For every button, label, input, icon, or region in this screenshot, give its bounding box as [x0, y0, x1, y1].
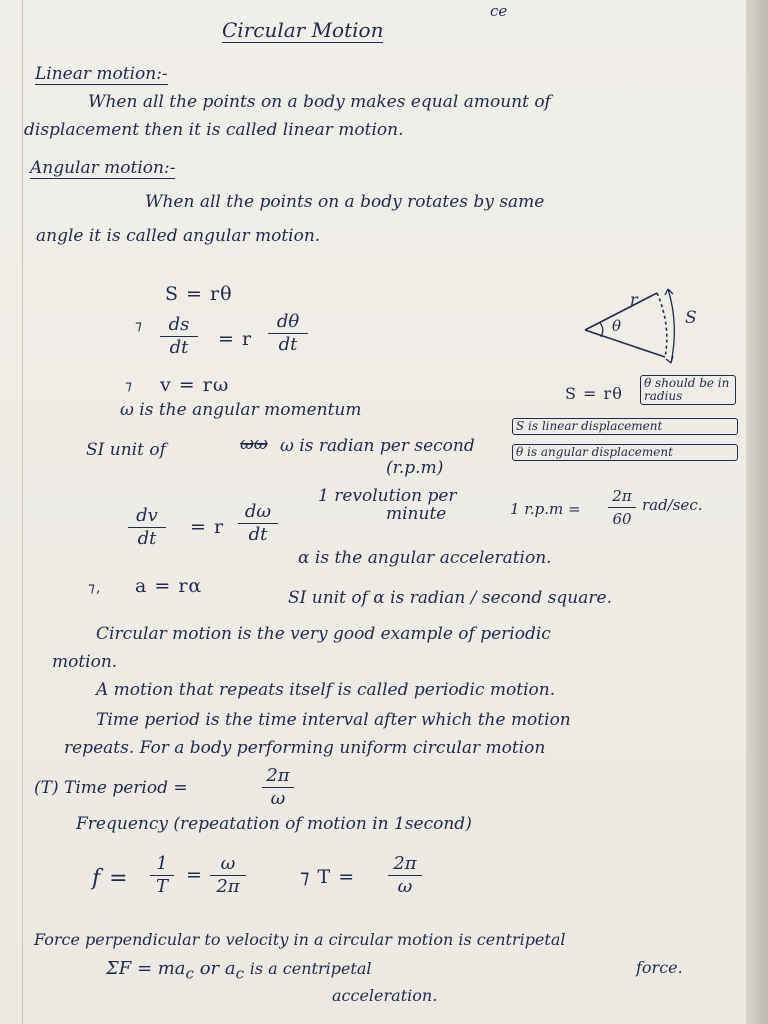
angular-line-1: When all the points on a body rotates by same — [145, 192, 545, 212]
sum-force-eq: ΣF = ma — [106, 958, 186, 979]
dtheta-numerator: dθ — [276, 311, 300, 332]
page-edge — [746, 0, 768, 1024]
omega-definition: ω is the angular momentum — [120, 400, 362, 420]
figure-s-rtheta: S = rθ — [565, 384, 623, 403]
figure-r-label: r — [630, 290, 638, 309]
fraction-1-T — [150, 854, 174, 897]
time-period-lhs: (T) Time period = — [34, 778, 188, 798]
figure-s-label: S — [685, 308, 697, 328]
rpm-paren: (r.p.m) — [386, 458, 444, 478]
dv-numerator: dv — [136, 505, 158, 526]
sector-diagram — [575, 285, 705, 385]
ds-denominator: dt — [169, 337, 189, 358]
therefore-symbol-3: ⁊, — [88, 580, 102, 596]
periodic-line-4: Time period is the time interval after which the motion — [96, 710, 571, 730]
fraction-2pi-omega-T — [388, 854, 422, 897]
linear-line-1: When all the points on a body makes equal amount of — [88, 92, 551, 112]
fraction-bar — [608, 507, 636, 508]
fraction-domega-dt — [238, 502, 278, 545]
rpm-numerator: 2π — [612, 487, 632, 505]
angular-displacement-box: θ is angular displacement — [512, 444, 738, 461]
frequency-definition: Frequency (repeatation of motion in 1second) — [76, 814, 472, 834]
rpm-denominator: 60 — [612, 510, 632, 528]
T-numerator: 2π — [393, 853, 417, 874]
margin-line — [22, 0, 23, 1024]
equation-a-ralpha: a = rα — [135, 575, 203, 597]
fraction-dv-dt — [128, 506, 166, 549]
struck-omega: ω̶ω̶ — [240, 434, 268, 454]
therefore-symbol-1: ⁊ — [135, 318, 143, 334]
sub-c-2: c — [235, 964, 244, 983]
ds-numerator: ds — [168, 314, 190, 335]
f-equals-2: = — [186, 864, 203, 886]
linear-displacement-box: S is linear displacement — [512, 418, 738, 435]
periodic-line-3: A motion that repeats itself is called periodic motion. — [96, 680, 556, 700]
tp-denominator: ω — [270, 788, 286, 809]
omega-si-prefix: SI unit of — [86, 440, 166, 460]
periodic-line-5: repeats. For a body performing uniform circular motion — [64, 738, 546, 758]
or-a: or a — [199, 958, 236, 979]
dv-denominator: dt — [137, 528, 157, 549]
f-denominator-1: T — [155, 876, 168, 897]
force-line-2 — [106, 958, 372, 983]
T-lhs: ⁊ T = — [300, 866, 356, 888]
revolution-per: 1 revolution per — [318, 486, 457, 506]
periodic-line-2: motion. — [52, 652, 118, 672]
title-text: Circular Motion — [222, 18, 384, 42]
fraction-dtheta-dt — [268, 312, 308, 355]
angular-line-2: angle it is called angular motion. — [36, 226, 321, 246]
revolution-minute: minute — [386, 504, 447, 524]
domega-denominator: dt — [248, 524, 268, 545]
f-denominator-2: 2π — [216, 876, 240, 897]
omega-si-rest: ω is radian per second — [280, 436, 475, 456]
equation-s-rtheta: S = rθ — [165, 283, 233, 305]
sub-c: c — [185, 964, 194, 983]
fraction-ds-dt — [160, 315, 198, 358]
equation-v-romega: v = rω — [160, 374, 230, 396]
rpm-unit: rad/sec. — [642, 496, 703, 514]
tp-numerator: 2π — [266, 765, 290, 786]
angular-heading-text: Angular motion:- — [30, 158, 176, 178]
alpha-definition: α is the angular acceleration. — [298, 548, 552, 568]
T-denominator: ω — [397, 876, 413, 897]
figure-theta-label: θ — [612, 317, 622, 335]
corner-mark: ce — [490, 2, 508, 20]
force-line-1: Force perpendicular to velocity in a circular motion is centripetal — [34, 930, 566, 949]
linear-heading-text: Linear motion:- — [35, 64, 168, 84]
linear-heading — [35, 64, 168, 84]
fraction-2pi-60 — [608, 486, 636, 529]
force-line-3: acceleration. — [332, 986, 438, 1005]
dtheta-denominator: dt — [278, 334, 298, 355]
f-lhs: f = — [92, 866, 129, 891]
equals-r: = r — [218, 328, 253, 350]
equals-r-2: = r — [190, 516, 225, 538]
force-word: force. — [636, 958, 683, 977]
periodic-line-1: Circular motion is the very good example of periodic — [96, 624, 551, 644]
alpha-si-unit: SI unit of α is radian / second square. — [288, 588, 612, 608]
f-numerator-1: 1 — [156, 853, 168, 874]
domega-numerator: dω — [244, 501, 272, 522]
angular-heading — [30, 158, 175, 178]
therefore-symbol-2: ⁊ — [125, 378, 133, 394]
fraction-omega-2pi — [210, 854, 246, 897]
linear-line-2: displacement then it is called linear motion. — [24, 120, 404, 140]
fraction-2pi-omega — [262, 766, 294, 809]
page-title — [222, 18, 383, 42]
centripetal-phrase: is a centripetal — [249, 959, 372, 978]
radian-note-box: θ should be in radius — [640, 375, 736, 405]
rpm-lhs: 1 r.p.m = — [510, 500, 581, 518]
f-numerator-2: ω — [220, 853, 236, 874]
